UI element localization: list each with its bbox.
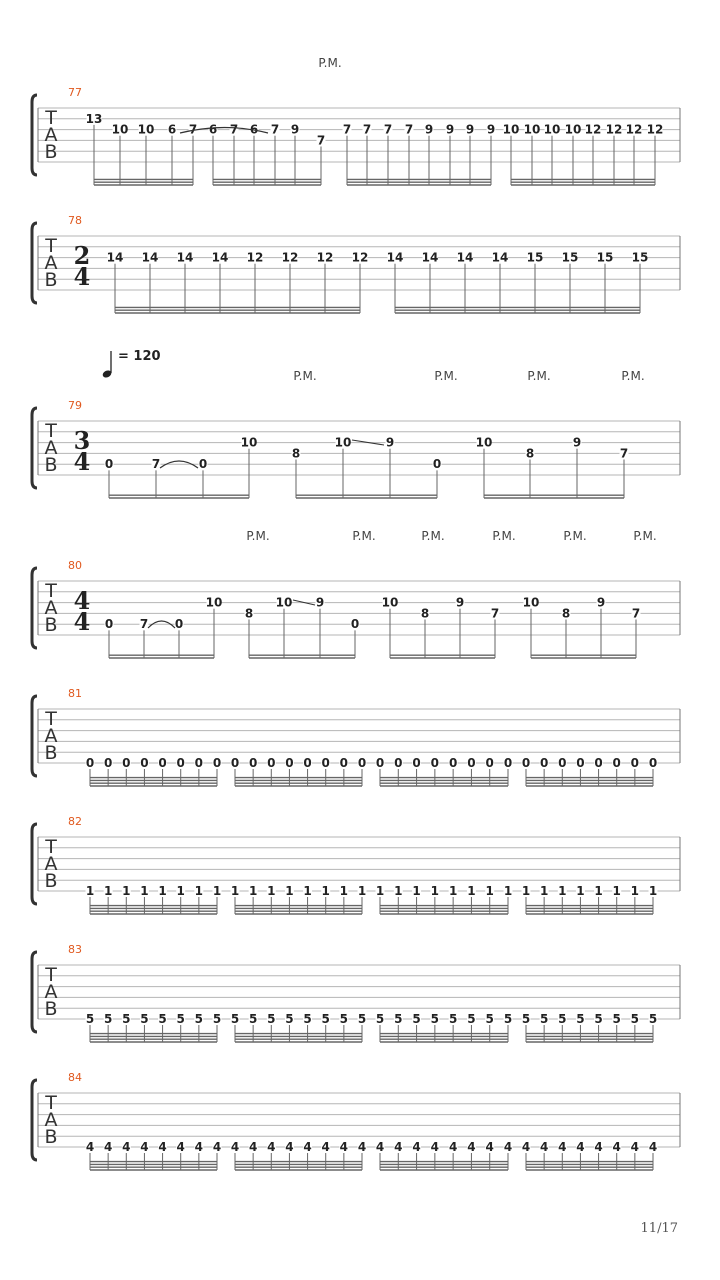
fret-number: 0 [412,756,421,770]
fret-number: 5 [558,1012,567,1026]
tab-clef-letter: A [44,124,58,146]
fret-number: 9 [424,122,434,137]
note-group [292,436,442,498]
time-signature-top: 3 [73,426,91,455]
fret-number: 1 [576,884,585,898]
note-group [231,1140,367,1170]
fret-number: 4 [103,1140,113,1154]
fret-number: 4 [357,1140,367,1154]
time-signature-bottom: 4 [73,607,91,636]
fret-number: 5 [339,1012,349,1026]
fret-number: 0 [212,756,222,770]
fret-number: 10 [205,595,223,610]
fret-number: 4 [394,1140,403,1154]
palm-mute-label: P.M. [352,529,376,543]
tab-system [32,1071,680,1170]
fret-number: 0 [558,756,567,770]
fret-number: 4 [485,1140,494,1154]
system-bracket [32,568,37,648]
fret-number: 4 [230,1140,240,1154]
fret-number: 0 [285,756,294,770]
fret-number: 15 [631,250,649,265]
fret-number: 0 [467,756,476,770]
tab-clef-letter: T [45,580,57,602]
note-group [476,436,629,498]
fret-number: 1 [630,884,640,898]
fret-number: 10 [381,595,399,610]
palm-mute-label: P.M. [246,529,270,543]
fret-number: 10 [137,122,155,137]
fret-number: 1 [648,884,658,898]
fret-number: 7 [619,446,629,461]
fret-number: 0 [230,756,240,770]
fret-number: 8 [244,606,254,621]
fret-number: 5 [230,1012,240,1026]
fret-number: 1 [248,884,258,898]
fret-number: 5 [485,1012,494,1026]
fret-number: 5 [357,1012,367,1026]
fret-number: 0 [321,756,330,770]
bar-number: 84 [68,1071,82,1084]
fret-number: 4 [248,1140,258,1154]
fret-number: 9 [445,122,455,137]
fret-number: 1 [176,884,185,898]
fret-number: 0 [521,756,531,770]
fret-number: 1 [430,884,440,898]
fret-number: 1 [267,884,276,898]
fret-number: 6 [208,122,218,137]
tab-clef-letter: T [45,836,57,858]
fret-number: 0 [303,756,312,770]
fret-number: 5 [285,1012,294,1026]
fret-number: 4 [430,1140,440,1154]
fret-number: 14 [211,250,229,265]
tab-clef-letter: B [44,742,58,764]
tab-system [32,56,680,185]
fret-number: 9 [572,435,582,450]
fret-number: 0 [267,756,276,770]
fret-number: 1 [321,884,330,898]
fret-number: 12 [646,122,664,137]
fret-number: 4 [648,1140,658,1154]
palm-mute-label: P.M. [492,529,516,543]
tab-system [32,943,680,1042]
system-bracket [32,95,37,175]
fret-number: 0 [576,756,585,770]
fret-number: 4 [594,1140,603,1154]
fret-number: 14 [386,250,404,265]
fret-number: 4 [140,1140,149,1154]
fret-number: 0 [630,756,640,770]
bar-number: 83 [68,943,82,956]
fret-number: 1 [375,884,385,898]
note-group [376,1140,513,1170]
fret-number: 10 [502,122,520,137]
fret-number: 4 [85,1140,95,1154]
fret-number: 12 [351,250,369,265]
fret-number: 7 [490,606,500,621]
fret-number: 7 [139,617,149,632]
bar-number: 77 [68,86,82,99]
palm-mute-label: P.M. [621,369,645,383]
palm-mute-label: P.M. [293,369,317,383]
note-group [503,123,664,185]
tab-clef-letter: B [44,141,58,163]
fret-number: 0 [104,617,114,632]
tab-clef-letter: B [44,269,58,291]
fret-number: 0 [140,756,149,770]
note-group [522,756,658,786]
fret-number: 8 [561,606,571,621]
fret-number: 1 [594,884,603,898]
fret-number: 8 [525,446,535,461]
fret-number: 1 [412,884,421,898]
fret-number: 4 [158,1140,167,1154]
fret-number: 7 [631,606,641,621]
fret-number: 1 [212,884,222,898]
fret-number: 0 [503,756,513,770]
fret-number: 5 [612,1012,621,1026]
system-bracket [32,824,37,904]
bar-number: 79 [68,399,82,412]
fret-number: 4 [448,1140,458,1154]
fret-number: 4 [612,1140,621,1154]
fret-number: 0 [85,756,95,770]
fret-number: 4 [339,1140,349,1154]
fret-number: 12 [316,250,334,265]
fret-number: 0 [339,756,349,770]
note-group [86,1012,222,1042]
note-group [387,251,649,313]
tab-clef-letter: A [44,1109,58,1131]
fret-number: 4 [285,1140,294,1154]
fret-number: 10 [111,122,129,137]
fret-number: 8 [420,606,430,621]
note-group [522,1140,658,1170]
fret-number: 5 [140,1012,149,1026]
fret-number: 8 [291,446,301,461]
palm-mute-label: P.M. [318,56,342,70]
fret-number: 6 [167,122,177,137]
tempo-marking: = 120 [118,349,161,364]
tab-clef-letter: A [44,725,58,747]
bar-number: 81 [68,687,82,700]
note-group [209,123,326,185]
note-group [376,1012,513,1042]
fret-number: 14 [421,250,439,265]
system-bracket [32,696,37,776]
fret-number: 4 [321,1140,330,1154]
fret-number: 1 [357,884,367,898]
fret-number: 4 [303,1140,312,1154]
fret-number: 1 [158,884,167,898]
fret-number: 12 [625,122,643,137]
fret-number: 9 [385,435,395,450]
fret-number: 1 [194,884,204,898]
note-group [522,1012,658,1042]
fret-number: 4 [176,1140,185,1154]
fret-number: 4 [122,1140,131,1154]
note-group [107,251,369,313]
note-group [231,756,367,786]
fret-number: 7 [383,122,393,137]
fret-number: 1 [122,884,131,898]
note-group [86,1140,222,1170]
note-group [86,884,222,914]
fret-number: 1 [539,884,549,898]
tab-clef-letter: T [45,708,57,730]
fret-number: 1 [285,884,294,898]
fret-number: 0 [648,756,658,770]
fret-number: 5 [448,1012,458,1026]
tab-clef-letter: T [45,235,57,257]
fret-number: 4 [630,1140,640,1154]
palm-mute-label: P.M. [563,529,587,543]
tab-clef-letter: A [44,597,58,619]
fret-number: 5 [467,1012,476,1026]
fret-number: 10 [334,435,352,450]
time-signature-bottom: 4 [73,262,91,291]
fret-number: 5 [430,1012,440,1026]
fret-number: 5 [103,1012,113,1026]
fret-number: 10 [564,122,582,137]
fret-number: 5 [212,1012,222,1026]
fret-number: 5 [194,1012,204,1026]
tab-system [32,214,680,313]
fret-number: 0 [198,457,208,472]
fret-number: 1 [612,884,621,898]
note-group [522,884,658,914]
fret-number: 1 [521,884,531,898]
fret-number: 1 [503,884,513,898]
note-group [376,756,513,786]
fret-number: 10 [275,595,293,610]
tab-clef-letter: B [44,614,58,636]
palm-mute-label: P.M. [527,369,551,383]
fret-number: 0 [248,756,258,770]
time-signature-top: 2 [73,241,91,270]
fret-number: 7 [151,457,161,472]
fret-number: 4 [558,1140,567,1154]
fret-number: 5 [321,1012,330,1026]
tab-clef-letter: T [45,107,57,129]
note-group [382,596,500,658]
system-bracket [32,952,37,1032]
fret-number: 0 [612,756,621,770]
fret-number: 0 [103,756,113,770]
fret-number: 1 [140,884,149,898]
bar-number: 78 [68,214,82,227]
fret-number: 4 [576,1140,585,1154]
fret-number: 9 [596,595,606,610]
fret-number: 9 [465,122,475,137]
fret-number: 5 [85,1012,95,1026]
tab-clef-letter: A [44,252,58,274]
fret-number: 10 [523,122,541,137]
fret-number: 4 [412,1140,421,1154]
tab-clef-letter: B [44,998,58,1020]
fret-number: 7 [362,122,372,137]
fret-number: 0 [375,756,385,770]
fret-number: 5 [630,1012,640,1026]
fret-number: 12 [605,122,623,137]
tab-clef-letter: B [44,1126,58,1148]
fret-number: 0 [432,457,442,472]
fret-number: 5 [303,1012,312,1026]
note-group [343,123,496,185]
tab-clef-letter: T [45,1092,57,1114]
fret-number: 4 [503,1140,513,1154]
system-bracket [32,1080,37,1160]
fret-number: 14 [456,250,474,265]
fret-number: 7 [270,122,280,137]
bar-number: 82 [68,815,82,828]
fret-number: 5 [248,1012,258,1026]
tab-system [32,529,680,658]
tab-clef-letter: T [45,964,57,986]
fret-number: 0 [485,756,494,770]
fret-number: 0 [122,756,131,770]
fret-number: 5 [521,1012,531,1026]
palm-mute-label: P.M. [421,529,445,543]
fret-number: 7 [316,133,326,148]
fret-number: 0 [158,756,167,770]
fret-number: 10 [522,595,540,610]
fret-number: 13 [85,111,103,126]
fret-number: 1 [394,884,403,898]
fret-number: 0 [594,756,603,770]
note-group [231,884,367,914]
fret-number: 14 [106,250,124,265]
time-signature-top: 4 [73,586,91,615]
tab-clef-letter: A [44,981,58,1003]
fret-number: 4 [521,1140,531,1154]
note-group [105,596,223,658]
bar-number: 80 [68,559,82,572]
tab-system [32,349,680,498]
fret-number: 15 [596,250,614,265]
fret-number: 1 [303,884,312,898]
fret-number: 7 [188,122,198,137]
note-group [231,1012,367,1042]
fret-number: 9 [315,595,325,610]
fret-number: 1 [103,884,113,898]
note-group [86,756,222,786]
palm-mute-label: P.M. [434,369,458,383]
note-group [86,112,198,185]
fret-number: 6 [249,122,259,137]
note-group [523,596,641,658]
fret-number: 4 [375,1140,385,1154]
fret-number: 4 [539,1140,549,1154]
fret-number: 0 [430,756,440,770]
time-signature-bottom: 4 [73,447,91,476]
tab-clef-letter: A [44,853,58,875]
fret-number: 9 [486,122,496,137]
note-group [245,596,360,658]
fret-number: 5 [594,1012,603,1026]
fret-number: 0 [174,617,184,632]
fret-number: 15 [561,250,579,265]
fret-number: 4 [467,1140,476,1154]
fret-number: 7 [404,122,414,137]
fret-number: 10 [475,435,493,450]
fret-number: 9 [455,595,465,610]
fret-number: 1 [230,884,240,898]
fret-number: 7 [229,122,239,137]
fret-number: 7 [342,122,352,137]
fret-number: 0 [394,756,403,770]
page-number: 11/17 [640,1221,678,1236]
tab-system [32,687,680,786]
fret-number: 1 [467,884,476,898]
fret-number: 5 [539,1012,549,1026]
fret-number: 14 [176,250,194,265]
fret-number: 14 [141,250,159,265]
system-bracket [32,223,37,303]
fret-number: 4 [267,1140,276,1154]
tab-system [32,815,680,914]
fret-number: 12 [246,250,264,265]
fret-number: 5 [648,1012,658,1026]
fret-number: 0 [350,617,360,632]
tab-clef-letter: T [45,420,57,442]
tab-clef-letter: B [44,870,58,892]
fret-number: 0 [448,756,458,770]
fret-number: 1 [85,884,95,898]
fret-number: 15 [526,250,544,265]
fret-number: 5 [503,1012,513,1026]
fret-number: 0 [194,756,204,770]
fret-number: 1 [448,884,458,898]
palm-mute-label: P.M. [633,529,657,543]
fret-number: 5 [394,1012,403,1026]
tab-clef-letter: B [44,454,58,476]
fret-number: 5 [267,1012,276,1026]
note-group [376,884,513,914]
fret-number: 0 [539,756,549,770]
fret-number: 4 [212,1140,222,1154]
note-group [105,436,258,498]
fret-number: 1 [485,884,494,898]
fret-number: 5 [122,1012,131,1026]
fret-number: 10 [543,122,561,137]
fret-number: 5 [375,1012,385,1026]
fret-number: 0 [357,756,367,770]
fret-number: 4 [194,1140,204,1154]
fret-number: 1 [339,884,349,898]
fret-number: 10 [240,435,258,450]
fret-number: 12 [584,122,602,137]
fret-number: 14 [491,250,509,265]
system-bracket [32,408,37,488]
fret-number: 5 [176,1012,185,1026]
fret-number: 0 [176,756,185,770]
fret-number: 5 [412,1012,421,1026]
fret-number: 12 [281,250,299,265]
fret-number: 0 [104,457,114,472]
tab-clef-letter: A [44,437,58,459]
fret-number: 1 [558,884,567,898]
fret-number: 5 [158,1012,167,1026]
fret-number: 5 [576,1012,585,1026]
fret-number: 9 [290,122,300,137]
